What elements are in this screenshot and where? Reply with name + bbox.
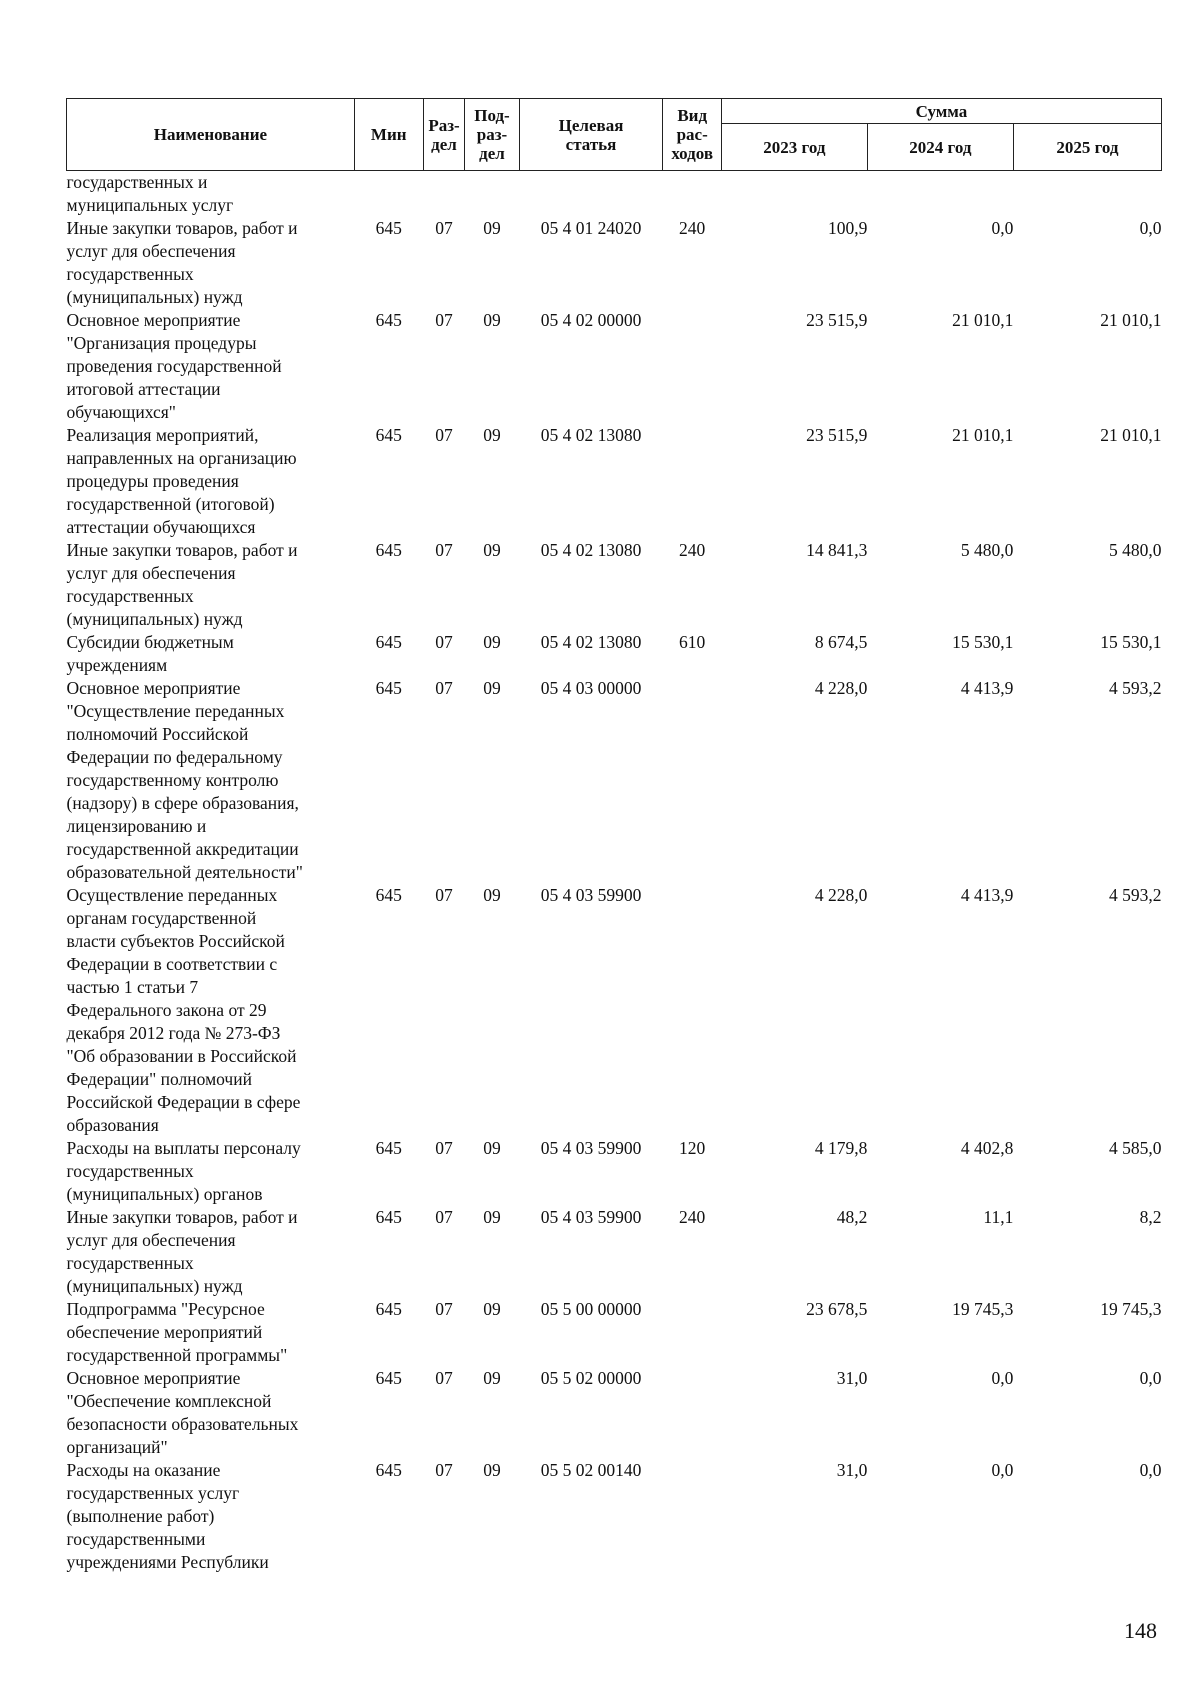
- row-vid-raskhodov: [663, 884, 721, 1137]
- row-amount-2023: 48,2: [836, 1207, 868, 1227]
- row-amount-2024: 21 010,1: [952, 310, 1014, 330]
- row-target-article: 05 4 02 13080: [540, 540, 642, 560]
- row-podrazdel: 09: [483, 1138, 501, 1158]
- row-podrazdel: 09: [483, 425, 501, 445]
- row-name-line: процедуры проведения: [66, 471, 239, 491]
- table-row: [67, 217, 1162, 309]
- row-name-line: услуг для обеспечения: [66, 1230, 236, 1250]
- row-name: [67, 424, 355, 539]
- page-number: 148: [1124, 1618, 1157, 1643]
- row-name-line: государственных услуг: [66, 1483, 240, 1503]
- header-target: Целевая статья: [519, 99, 663, 171]
- row-razdel: 07: [435, 218, 453, 238]
- row-min: 645: [375, 425, 402, 445]
- row-amount-2025: 4 593,2: [1109, 678, 1162, 698]
- row-amount-2023: 31,0: [836, 1368, 868, 1388]
- table-row: [67, 171, 1162, 218]
- row-name-line: государственной аккредитации: [66, 839, 299, 859]
- row-amount-2024: 4 413,9: [960, 885, 1014, 905]
- row-name-line: образовательной деятельности": [66, 862, 303, 882]
- row-amount-2025: 4 593,2: [1109, 885, 1162, 905]
- row-min: 645: [375, 310, 402, 330]
- row-name-line: итоговой аттестации: [66, 379, 221, 399]
- row-target-article: 05 4 03 00000: [540, 678, 642, 698]
- row-name-line: власти субъектов Российской: [66, 931, 285, 951]
- table-header: [67, 99, 1162, 171]
- row-podrazdel: 09: [483, 1207, 501, 1227]
- table-row: [67, 631, 1162, 677]
- row-name-line: Иные закупки товаров, работ и: [66, 540, 298, 560]
- row-amount-2023: 23 678,5: [806, 1299, 868, 1319]
- row-name-line: Расходы на оказание: [66, 1460, 221, 1480]
- row-name-line: (муниципальных) органов: [66, 1184, 263, 1204]
- row-name-line: органам государственной: [66, 908, 257, 928]
- row-name: [67, 171, 355, 218]
- row-name-line: частью 1 статьи 7: [66, 977, 199, 997]
- row-name-line: Федерации в соответствии с: [66, 954, 278, 974]
- row-vid-raskhodov: [663, 424, 721, 539]
- row-name: [67, 631, 355, 677]
- table-body: [67, 171, 1162, 1575]
- header-podrazdel: Под- раз- дел: [465, 99, 519, 171]
- row-name: [67, 1367, 355, 1459]
- row-vid-raskhodov: [663, 309, 721, 424]
- row-name-line: Основное мероприятие: [66, 678, 241, 698]
- row-name-line: Российской Федерации в сфере: [66, 1092, 301, 1112]
- row-name-line: государственной программы": [66, 1345, 288, 1365]
- row-amount-2023: 23 515,9: [806, 425, 868, 445]
- row-vid-raskhodov: [663, 677, 721, 884]
- row-min: 645: [375, 1138, 402, 1158]
- row-razdel: 07: [435, 632, 453, 652]
- row-amount-2024: 4 413,9: [960, 678, 1014, 698]
- budget-table: [66, 98, 1162, 1574]
- table-row: [67, 1137, 1162, 1206]
- row-name-line: обучающихся": [66, 402, 176, 422]
- row-name-line: услуг для обеспечения: [66, 563, 236, 583]
- row-name-line: обеспечение мероприятий: [66, 1322, 263, 1342]
- row-name-line: "Осуществление переданных: [66, 701, 285, 721]
- row-name-line: Федерального закона от 29: [66, 1000, 267, 1020]
- row-name-line: государственных: [66, 1253, 194, 1273]
- header-vid: Вид рас- ходов: [663, 99, 721, 171]
- row-name-line: (муниципальных) нужд: [66, 1276, 243, 1296]
- row-name-line: услуг для обеспечения: [66, 241, 236, 261]
- row-razdel: 07: [435, 1368, 453, 1388]
- row-name-line: государственных: [66, 264, 194, 284]
- table-row: [67, 1459, 1162, 1574]
- row-podrazdel: 09: [483, 1460, 501, 1480]
- row-min: 645: [375, 632, 402, 652]
- row-amount-2024: 0,0: [991, 1368, 1014, 1388]
- row-amount-2023: [721, 171, 867, 218]
- row-name-line: организаций": [66, 1437, 168, 1457]
- row-name: [67, 677, 355, 884]
- row-name-line: государственными: [66, 1529, 206, 1549]
- row-name-line: государственных: [66, 1161, 194, 1181]
- row-name-line: Основное мероприятие: [66, 310, 241, 330]
- row-vid-raskhodov: 240: [679, 1207, 706, 1227]
- row-amount-2025: 0,0: [1139, 1368, 1162, 1388]
- row-target-article: 05 4 02 13080: [540, 425, 642, 445]
- table-row: [67, 1298, 1162, 1367]
- row-podrazdel: 09: [483, 1299, 501, 1319]
- row-min: 645: [375, 678, 402, 698]
- row-name-line: Иные закупки товаров, работ и: [66, 218, 298, 238]
- row-name-line: учреждениям: [66, 655, 168, 675]
- row-razdel: 07: [435, 678, 453, 698]
- row-target-article: 05 5 00 00000: [540, 1299, 642, 1319]
- header-razdel: Раз- дел: [423, 99, 465, 171]
- row-podrazdel: 09: [483, 885, 501, 905]
- row-min: 645: [375, 1207, 402, 1227]
- header-year-2025: 2025 год: [1013, 124, 1161, 171]
- row-vid-raskhodov: [663, 1459, 721, 1574]
- row-amount-2025: [1013, 171, 1161, 218]
- row-name-line: Субсидии бюджетным: [66, 632, 234, 652]
- row-name: [67, 884, 355, 1137]
- row-name-line: (муниципальных) нужд: [66, 609, 243, 629]
- row-name-line: Осуществление переданных: [66, 885, 278, 905]
- row-name-line: (муниципальных) нужд: [66, 287, 243, 307]
- header-year-2023: 2023 год: [721, 124, 867, 171]
- header-min: Мин: [354, 99, 423, 171]
- row-name-line: государственных и: [66, 172, 208, 192]
- row-name-line: лицензированию и: [66, 816, 207, 836]
- row-name: [67, 1298, 355, 1367]
- row-amount-2025: 0,0: [1139, 1460, 1162, 1480]
- row-target-article: 05 5 02 00000: [540, 1368, 642, 1388]
- row-amount-2025: 8,2: [1139, 1207, 1162, 1227]
- table-row: [67, 677, 1162, 884]
- row-name: [67, 539, 355, 631]
- row-name-line: Основное мероприятие: [66, 1368, 241, 1388]
- table-row: [67, 539, 1162, 631]
- row-name: [67, 1459, 355, 1574]
- row-podrazdel: 09: [483, 678, 501, 698]
- row-podrazdel: 09: [483, 632, 501, 652]
- row-target-article: 05 4 03 59900: [540, 1207, 642, 1227]
- row-name-line: аттестации обучающихся: [66, 517, 256, 537]
- row-amount-2024: 15 530,1: [952, 632, 1014, 652]
- row-podrazdel: 09: [483, 1368, 501, 1388]
- row-min: 645: [375, 1460, 402, 1480]
- row-target-article: 05 5 02 00140: [540, 1460, 642, 1480]
- row-name-line: "Обеспечение комплексной: [66, 1391, 272, 1411]
- header-year-2024: 2024 год: [867, 124, 1013, 171]
- row-min: 645: [375, 540, 402, 560]
- row-podrazdel: 09: [483, 310, 501, 330]
- row-name-line: муниципальных услуг: [66, 195, 234, 215]
- row-name: [67, 1206, 355, 1298]
- row-name-line: "Об образовании в Российской: [66, 1046, 297, 1066]
- row-razdel: 07: [435, 1207, 453, 1227]
- table-row: [67, 424, 1162, 539]
- row-amount-2023: 31,0: [836, 1460, 868, 1480]
- row-amount-2023: 14 841,3: [806, 540, 868, 560]
- row-name-line: декабря 2012 года № 273-ФЗ: [66, 1023, 281, 1043]
- row-vid-raskhodov: 240: [679, 540, 706, 560]
- row-name: [67, 1137, 355, 1206]
- row-amount-2025: 21 010,1: [1100, 425, 1162, 445]
- row-podrazdel: [465, 171, 519, 218]
- row-amount-2023: 4 179,8: [814, 1138, 868, 1158]
- row-amount-2023: 8 674,5: [814, 632, 868, 652]
- row-amount-2025: 19 745,3: [1100, 1299, 1162, 1319]
- row-name-line: "Организация процедуры: [66, 333, 257, 353]
- row-name-line: полномочий Российской: [66, 724, 249, 744]
- row-name-line: государственному контролю: [66, 770, 279, 790]
- row-amount-2025: 0,0: [1139, 218, 1162, 238]
- row-target-article: [519, 171, 663, 218]
- row-min: 645: [375, 218, 402, 238]
- row-min: 645: [375, 885, 402, 905]
- row-min: [354, 171, 423, 218]
- table-row: [67, 1206, 1162, 1298]
- row-target-article: 05 4 01 24020: [540, 218, 642, 238]
- row-razdel: 07: [435, 425, 453, 445]
- row-podrazdel: 09: [483, 218, 501, 238]
- row-amount-2023: 4 228,0: [814, 885, 868, 905]
- header-name: Наименование: [67, 99, 355, 171]
- row-razdel: 07: [435, 540, 453, 560]
- row-name: [67, 217, 355, 309]
- row-name-line: Иные закупки товаров, работ и: [66, 1207, 298, 1227]
- row-name-line: направленных на организацию: [66, 448, 297, 468]
- row-amount-2024: 4 402,8: [960, 1138, 1014, 1158]
- row-vid-raskhodov: 610: [679, 632, 706, 652]
- row-name-line: государственных: [66, 586, 194, 606]
- row-name-line: образования: [66, 1115, 159, 1135]
- row-amount-2024: 19 745,3: [952, 1299, 1014, 1319]
- row-name-line: Подпрограмма "Ресурсное: [66, 1299, 265, 1319]
- row-name-line: безопасности образовательных: [66, 1414, 299, 1434]
- row-target-article: 05 4 03 59900: [540, 885, 642, 905]
- table-row: [67, 1367, 1162, 1459]
- row-name-line: учреждениями Республики: [66, 1552, 269, 1572]
- row-vid-raskhodov: [663, 1298, 721, 1367]
- row-razdel: 07: [435, 885, 453, 905]
- row-amount-2025: 15 530,1: [1100, 632, 1162, 652]
- row-razdel: 07: [435, 310, 453, 330]
- row-amount-2024: 0,0: [991, 218, 1014, 238]
- row-name-line: Федерации по федеральному: [66, 747, 283, 767]
- row-name-line: Федерации" полномочий: [66, 1069, 252, 1089]
- row-target-article: 05 4 02 00000: [540, 310, 642, 330]
- row-name-line: (выполнение работ): [66, 1506, 215, 1526]
- row-amount-2024: 11,1: [983, 1207, 1014, 1227]
- header-sum: Сумма: [721, 99, 1161, 124]
- row-name-line: (надзору) в сфере образования,: [66, 793, 299, 813]
- row-razdel: 07: [435, 1460, 453, 1480]
- row-amount-2025: 4 585,0: [1109, 1138, 1162, 1158]
- row-razdel: 07: [435, 1299, 453, 1319]
- row-amount-2024: 5 480,0: [960, 540, 1014, 560]
- row-razdel: [423, 171, 465, 218]
- row-vid-raskhodov: 240: [679, 218, 706, 238]
- row-amount-2025: 21 010,1: [1100, 310, 1162, 330]
- row-name-line: Расходы на выплаты персоналу: [66, 1138, 301, 1158]
- row-name-line: проведения государственной: [66, 356, 282, 376]
- row-amount-2024: 21 010,1: [952, 425, 1014, 445]
- table-row: [67, 884, 1162, 1137]
- row-vid-raskhodov: [663, 1367, 721, 1459]
- row-amount-2024: 0,0: [991, 1460, 1014, 1480]
- row-target-article: 05 4 03 59900: [540, 1138, 642, 1158]
- row-name-line: государственной (итоговой): [66, 494, 275, 514]
- row-razdel: 07: [435, 1138, 453, 1158]
- row-name: [67, 309, 355, 424]
- row-vid-raskhodov: 120: [679, 1138, 706, 1158]
- row-amount-2023: 23 515,9: [806, 310, 868, 330]
- row-min: 645: [375, 1299, 402, 1319]
- row-min: 645: [375, 1368, 402, 1388]
- table-row: [67, 309, 1162, 424]
- row-podrazdel: 09: [483, 540, 501, 560]
- row-name-line: Реализация мероприятий,: [66, 425, 259, 445]
- row-vid-raskhodov: [663, 171, 721, 218]
- row-target-article: 05 4 02 13080: [540, 632, 642, 652]
- row-amount-2023: 100,9: [828, 218, 868, 238]
- row-amount-2023: 4 228,0: [814, 678, 868, 698]
- row-amount-2024: [867, 171, 1013, 218]
- row-amount-2025: 5 480,0: [1109, 540, 1162, 560]
